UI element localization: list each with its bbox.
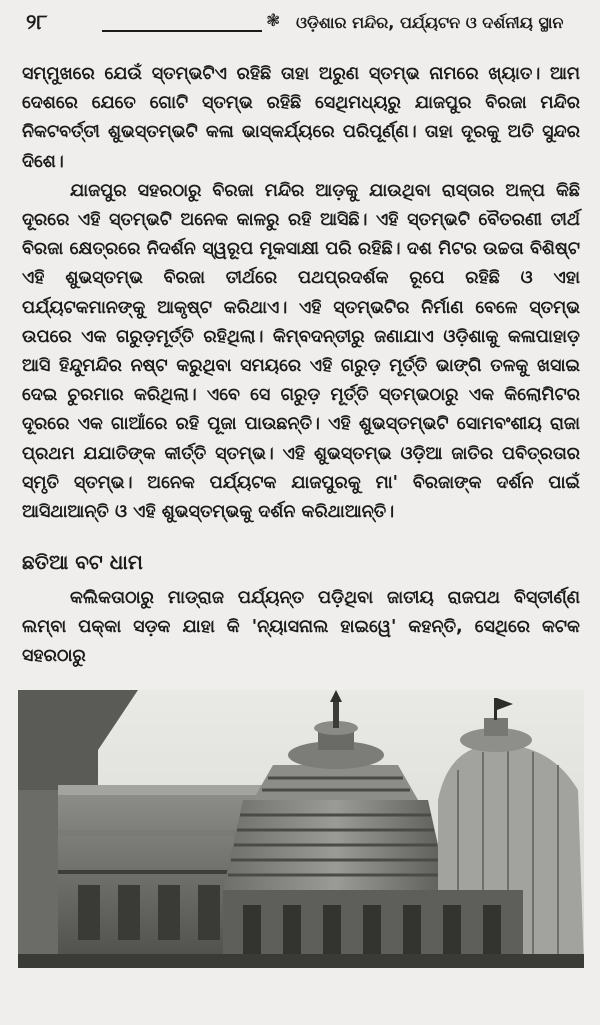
- page-number: ୨୮: [26, 10, 48, 34]
- header-rule: [102, 30, 262, 32]
- paragraph: କଲିକତାଠାରୁ ମାଡ୍ରାଜ ପର୍ଯ୍ୟନ୍ତ ପଡ଼ିଥିବା ଜାତୀୟ ରାଜପଥ ବିସ୍ତୀର୍ଣ୍ଣ ଲମ୍ବା ପକ୍କା ସଡ଼କ ଯାହା କି 'ନ୍ୟାସନାଲ ହାଇୱେ' କହନ୍ତି, ସେଥିରେ କଟକ ସହରଠାରୁ: [22, 588, 580, 667]
- running-title: ଓଡ଼ିଶାର ମନ୍ଦିର, ପର୍ଯ୍ୟଟନ ଓ ଦର୍ଶନୀୟ ସ୍ଥାନ: [296, 13, 564, 32]
- flower-ornament-icon: ❃: [266, 11, 281, 31]
- paragraph: ଯାଜପୁର ସହରଠାରୁ ବିରଜା ମନ୍ଦିର ଆଡ଼କୁ ଯାଉଥିବା ରାସ୍ତାର ଅଳ୍ପ କିଛି ଦୂରରେ ଏହି ସ୍ତମ୍ଭଟି ଅନେକ କାଳରୁ ରହି ଆସିଛି। ଏହି ସ୍ତମ୍ଭଟି ବୈତରଣୀ ତୀର୍ଥ ବିରଜା କ୍ଷେତ୍ରରେ ନିଦର୍ଶନ ସ୍ୱରୂପ ମୂକସାକ୍ଷୀ ପରି ରହିଛି। ଦଶ ମିଟର ଉଚ୍ଚତା ବିଶିଷ୍ଟ ଏହି ଶୁଭସ୍ତମ୍ଭ ବିରଜା ତୀର୍ଥରେ ପଥପ୍ରଦର୍ଶକ ରୂପେ ରହିଛି ଓ ଏହା ପର୍ଯ୍ୟଟକମାନଙ୍କୁ ଆକୃଷ୍ଟ କରିଥାଏ। ଏହି ସ୍ତମ୍ଭଟିର ନିର୍ମାଣ ବେଳେ ସ୍ତମ୍ଭ ଉପରେ ଏକ ଗରୁଡ଼ମୂର୍ତ୍ତି ରହିଥିଲା। କିମ୍ବଦନ୍ତୀରୁ ଜଣାଯାଏ ଓଡ଼ିଶାକୁ କଳାପାହାଡ଼ ଆସି ହିନ୍ଦୁମନ୍ଦିର ନଷ୍ଟ କରୁଥିବା ସମୟରେ ଏହି ଗରୁଡ଼ ମୂର୍ତ୍ତି ଭାଙ୍ଗି ତଳକୁ ଖସାଇ ଦେଇ ଚୁରମାର କରିଥିଲା। ଏବେ ସେ ଗରୁଡ଼ ମୂର୍ତ୍ତି ସ୍ତମ୍ଭଠାରୁ ଏକ କିଲୋମିଟର ଦୂରରେ ଏକ ଗାଆଁରେ ରହି ପୂଜା ପାଉଛନ୍ତି। ଏହି ଶୁଭସ୍ତମ୍ଭଟି ସୋମବଂଶୀୟ ରାଜା ପ୍ରଥମ ଯଯାତିଙ୍କ କୀର୍ତ୍ତି ସ୍ତମ୍ଭ। ଏହି ଶୁଭସ୍ତମ୍ଭ ଓଡ଼ିଆ ଜାତିର ପବିତ୍ରତାର ସ୍ମୃତି ସ୍ତମ୍ଭ। ଅନେକ ପର୍ଯ୍ୟଟକ ଯାଜପୁରକୁ ମା' ବିରଜାଙ୍କ ଦର୍ଶନ ପାଇଁ ଆସିଥାଆନ୍ତି ଓ ଏହି ଶୁଭସ୍ତମ୍ଭକୁ ଦର୍ଶନ କରିଥାଆନ୍ତି।: [22, 180, 580, 523]
- temple-photograph: [18, 690, 584, 968]
- section-heading: ଛତିଆ ବଟ ଧାମ: [22, 550, 143, 574]
- paragraph: ସମ୍ମୁଖରେ ଯେଉଁ ସ୍ତମ୍ଭଟିଏ ରହିଛି ତାହା ଅରୁଣ ସ୍ତମ୍ଭ ନାମରେ ଖ୍ୟାତ। ଆମ ଦେଶରେ ଯେତେ ଗୋଟି ସ୍ତମ୍ଭ ରହିଛି ସେଥିମଧ୍ୟରୁ ଯାଜପୁର ବିରଜା ମନ୍ଦିର ନିକଟବର୍ତ୍ତୀ ଶୁଭସ୍ତମ୍ଭଟି କଳା ଭାସ୍କର୍ଯ୍ୟରେ ପରିପୂର୍ଣ୍ଣ। ତାହା ଦୂରକୁ ଅତି ସୁନ୍ଦର ଦିଶେ।: [22, 64, 580, 172]
- page-header: [18, 10, 588, 38]
- body-text: [22, 60, 580, 527]
